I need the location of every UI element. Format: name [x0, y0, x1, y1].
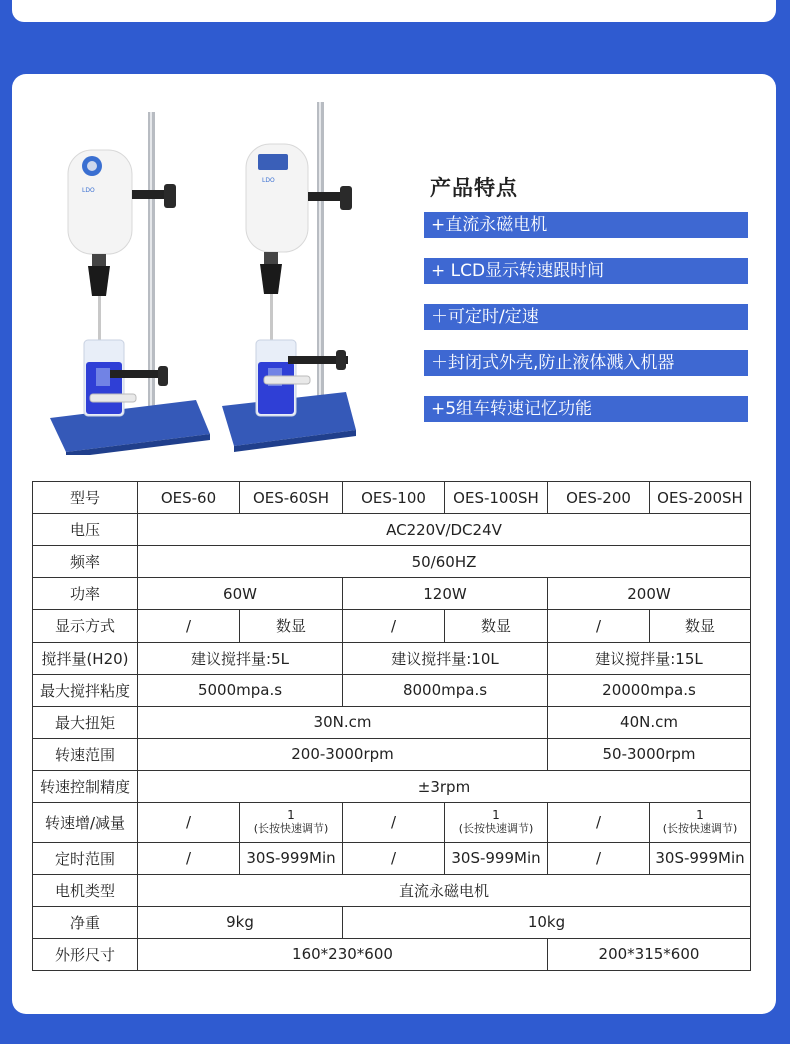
cell-value: [240, 803, 343, 842]
stirrer-illustration: [38, 100, 383, 455]
cell-value: 160*230*600: [138, 938, 548, 970]
step-note: (长按快速调节): [662, 822, 738, 836]
cell-value: 数显: [650, 610, 751, 642]
cell-value: /: [343, 803, 445, 842]
row-capacity: [33, 642, 751, 674]
cell-value: 50/60HZ: [138, 546, 751, 578]
cell-value: /: [343, 610, 445, 642]
cell-value: 30S-999Min: [445, 842, 548, 874]
product-image: [38, 100, 383, 455]
cell-value: 10kg: [343, 906, 751, 938]
features-panel: [424, 172, 759, 442]
cell-value: 50-3000rpm: [548, 738, 751, 770]
feature-item: +直流永磁电机: [424, 212, 748, 238]
step-value: 1: [492, 808, 500, 823]
cell-value: 建议搅拌量:10L: [343, 642, 548, 674]
cell-value: /: [548, 803, 650, 842]
cell-label: 电机类型: [33, 874, 138, 906]
step-value: 1: [287, 808, 295, 823]
cell-model: OES-100SH: [445, 482, 548, 514]
cell-value: AC220V/DC24V: [138, 514, 751, 546]
spec-table: [32, 481, 751, 971]
cell-value: 20000mpa.s: [548, 674, 751, 706]
feature-item: ＋可定时/定速: [424, 304, 748, 330]
cell-label: 功率: [33, 578, 138, 610]
cell-value: /: [138, 610, 240, 642]
cell-value: 120W: [343, 578, 548, 610]
cell-label: 型号: [33, 482, 138, 514]
cell-label: 净重: [33, 906, 138, 938]
cell-model: OES-100: [343, 482, 445, 514]
row-power: [33, 578, 751, 610]
cell-value: 直流永磁电机: [138, 874, 751, 906]
row-display: [33, 610, 751, 642]
cell-value: [650, 803, 751, 842]
cell-value: 40N.cm: [548, 706, 751, 738]
row-frequency: [33, 546, 751, 578]
cell-value: 建议搅拌量:5L: [138, 642, 343, 674]
cell-value: 200*315*600: [548, 938, 751, 970]
cell-value: 建议搅拌量:15L: [548, 642, 751, 674]
cell-label: 外形尺寸: [33, 938, 138, 970]
features-title: 产品特点: [430, 176, 518, 200]
cell-value: /: [548, 610, 650, 642]
row-speed-step: [33, 803, 751, 842]
step-note: (长按快速调节): [253, 822, 329, 836]
cell-value: /: [138, 842, 240, 874]
cell-value: 5000mpa.s: [138, 674, 343, 706]
row-speed-precision: [33, 770, 751, 802]
svg-text:LDO: LDO: [82, 187, 95, 194]
stirrer-right: [222, 102, 356, 452]
feature-item: +5组车转速记忆功能: [424, 396, 748, 422]
row-torque: [33, 706, 751, 738]
cell-value: 数显: [240, 610, 343, 642]
cell-value: 8000mpa.s: [343, 674, 548, 706]
step-note: (长按快速调节): [458, 822, 534, 836]
row-weight: [33, 906, 751, 938]
cell-label: 转速增/减量: [33, 803, 138, 842]
cell-value: 9kg: [138, 906, 343, 938]
row-model: [33, 482, 751, 514]
row-motor: [33, 874, 751, 906]
cell-label: 转速范围: [33, 738, 138, 770]
cell-label: 定时范围: [33, 842, 138, 874]
step-value: 1: [696, 808, 704, 823]
feature-item: ＋封闭式外壳,防止液体溅入机器: [424, 350, 748, 376]
row-voltage: [33, 514, 751, 546]
cell-model: OES-60: [138, 482, 240, 514]
cell-label: 电压: [33, 514, 138, 546]
cell-label: 最大搅拌粘度: [33, 674, 138, 706]
cell-value: 60W: [138, 578, 343, 610]
row-viscosity: [33, 674, 751, 706]
cell-label: 最大扭矩: [33, 706, 138, 738]
cell-model: OES-60SH: [240, 482, 343, 514]
cell-value: 30S-999Min: [240, 842, 343, 874]
cell-label: 频率: [33, 546, 138, 578]
row-dimensions: [33, 938, 751, 970]
cell-value: 30N.cm: [138, 706, 548, 738]
cell-value: 200-3000rpm: [138, 738, 548, 770]
row-speed-range: [33, 738, 751, 770]
cell-value: /: [138, 803, 240, 842]
cell-value: 30S-999Min: [650, 842, 751, 874]
cell-value: /: [343, 842, 445, 874]
cell-label: 搅拌量(H20): [33, 642, 138, 674]
cell-value: /: [548, 842, 650, 874]
cell-value: [445, 803, 548, 842]
feature-item: + LCD显示转速跟时间: [424, 258, 748, 284]
cell-value: ±3rpm: [138, 770, 751, 802]
cell-model: OES-200: [548, 482, 650, 514]
feature-list: [424, 212, 759, 422]
row-timer: [33, 842, 751, 874]
cell-label: 转速控制精度: [33, 770, 138, 802]
top-card: [12, 0, 776, 22]
cell-model: OES-200SH: [650, 482, 751, 514]
stirrer-left: [50, 112, 210, 455]
cell-value: 200W: [548, 578, 751, 610]
cell-value: 数显: [445, 610, 548, 642]
svg-text:LDO: LDO: [262, 177, 275, 184]
cell-label: 显示方式: [33, 610, 138, 642]
